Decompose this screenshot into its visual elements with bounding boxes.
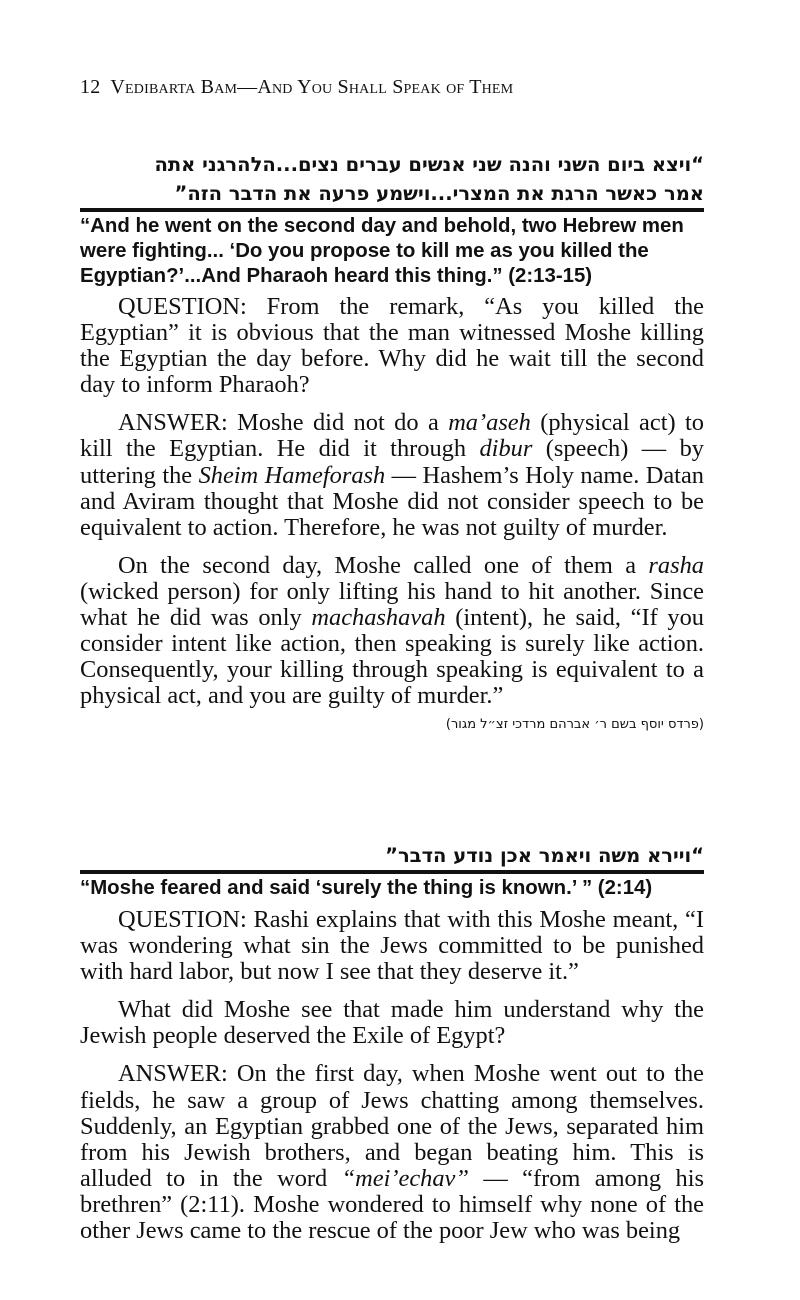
hebrew-verse-line-2: אמר כאשר הרגת את המצרי...וישמע פרעה את הדבר הזה”	[174, 182, 704, 205]
heading-rule	[80, 870, 704, 874]
hebrew-verse	[80, 150, 704, 208]
verse-translation: “And he went on the second day and behold, two Hebrew men were fighting... ‘Do you propose to kill me as you killed the Egyptian?’...And Pharaoh heard this thing.” (2:13-15)	[80, 215, 684, 287]
section-verse-2-13	[80, 150, 704, 735]
running-head-title: Vedibarta Bam—And You Shall Speak of Them	[110, 76, 514, 98]
section-verse-2-14	[80, 841, 704, 1244]
page-number: 12	[80, 76, 101, 98]
hebrew-verse	[80, 841, 704, 870]
question-paragraph: QUESTION: Rashi explains that with this Moshe meant, “I was wondering what sin the Jews committed to be punished with hard labor, but now I see that they deserve it.”	[80, 906, 704, 986]
running-head	[80, 76, 513, 99]
answer-paragraph: ANSWER: Moshe did not do a ma’aseh (physical act) to kill the Egyptian. He did it through dibur (speech) — by uttering the Sheim Hameforash — Hashem’s Holy name. Datan and Aviram thought that Moshe did not consider speech to be equivalent to action. Therefore, he was not guilty of murder.	[80, 409, 704, 541]
question-paragraph: QUESTION: From the remark, “As you killed the Egyptian” it is obvious that the man witnessed Moshe killing the Egyptian the day before. Why did he wait till the second day to inform Pharaoh?	[80, 293, 704, 399]
answer-paragraph: ANSWER: On the first day, when Moshe went out to the fields, he saw a group of Jews chatting among themselves. Suddenly, an Egyptian grabbed one of the Jews, separated him from his Jewish brothers, and began beating him. This is alluded to in the word “mei’echav” — “from among his brethren” (2:11). Moshe wondered to himself why none of the other Jews came to the rescue of the poor Jew who was being	[80, 1060, 704, 1245]
hebrew-verse-line-1: “ויצא ביום השני והנה שני אנשים עברים נצים...הלהרגני אתה	[154, 153, 704, 176]
commentary-body	[80, 907, 704, 1244]
commentary-body	[80, 294, 704, 709]
explanation-paragraph: On the second day, Moshe called one of them a rasha (wicked person) for only lifting his hand to hit another. Since what he did was only machashavah (intent), he said, “If you consider intent like action, then speaking is surely like action. Consequently, your killing through speaking is equivalent to a physical act, and you are guilty of murder.”	[80, 551, 704, 710]
followup-paragraph: What did Moshe see that made him understand why the Jewish people deserved the Exile of Egypt?	[80, 996, 704, 1050]
heading-rule	[80, 208, 704, 212]
verse-translation: “Moshe feared and said ‘surely the thing is known.’ ” (2:14)	[80, 877, 653, 899]
source-citation: (פרדס יוסף בשם ר׳ אברהם מרדכי זצ״ל מגור)	[445, 717, 704, 733]
hebrew-verse-line-1: “ויירא משה ויאמר אכן נודע הדבר”	[385, 844, 704, 867]
